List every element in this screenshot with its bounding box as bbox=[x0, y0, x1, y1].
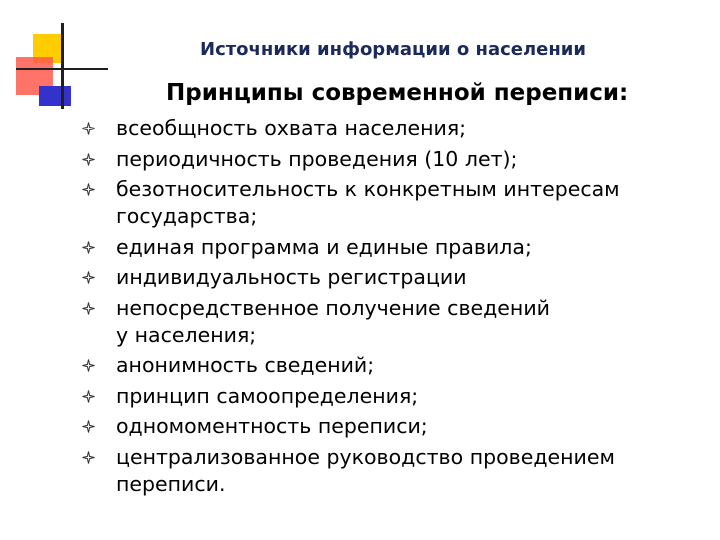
four-point-star-bullet-icon bbox=[82, 265, 96, 289]
principle-item bbox=[82, 444, 692, 498]
principle-text: единая программа и единые правила; bbox=[116, 234, 532, 259]
principle-text: индивидуальность регистрации bbox=[116, 265, 467, 289]
principle-item bbox=[82, 115, 692, 142]
principle-item bbox=[82, 176, 692, 230]
four-point-star-bullet-icon bbox=[82, 147, 96, 171]
principle-text: принцип самоопределения; bbox=[116, 383, 419, 408]
principle-item bbox=[82, 146, 692, 173]
four-point-star-bullet-icon bbox=[82, 296, 96, 320]
principle-item bbox=[82, 295, 692, 349]
principle-item bbox=[82, 234, 692, 261]
principle-text: непосредственное получение сведений у населения; bbox=[116, 295, 550, 347]
four-point-star-bullet-icon bbox=[82, 384, 96, 408]
decor-horizontal-line bbox=[16, 68, 108, 70]
principle-item bbox=[82, 413, 692, 440]
four-point-star-bullet-icon bbox=[82, 235, 96, 259]
slide-decoration-logo bbox=[0, 0, 110, 120]
four-point-star-bullet-icon bbox=[82, 445, 96, 469]
principle-text: периодичность проведения (10 лет); bbox=[116, 146, 518, 171]
decor-blue-square bbox=[39, 86, 71, 106]
principle-text: одномоментность переписи; bbox=[116, 414, 428, 438]
principle-text: централизованное руководство проведением переписи. bbox=[116, 444, 615, 496]
principle-item bbox=[82, 352, 692, 379]
section-title: Принципы современной переписи: bbox=[166, 80, 629, 106]
slide-header-title: Источники информации о населении bbox=[200, 39, 587, 60]
decor-vertical-line bbox=[61, 23, 64, 109]
four-point-star-bullet-icon bbox=[82, 414, 96, 438]
principle-text: безотносительность к конкретным интересам государства; bbox=[116, 177, 620, 228]
principle-item bbox=[82, 383, 692, 410]
four-point-star-bullet-icon bbox=[82, 116, 96, 140]
principles-list bbox=[82, 115, 692, 501]
principle-text: анонимность сведений; bbox=[116, 353, 375, 377]
principle-item bbox=[82, 264, 692, 291]
four-point-star-bullet-icon bbox=[82, 353, 96, 377]
four-point-star-bullet-icon bbox=[82, 177, 96, 201]
principle-text: всеобщность охвата населения; bbox=[116, 116, 467, 140]
